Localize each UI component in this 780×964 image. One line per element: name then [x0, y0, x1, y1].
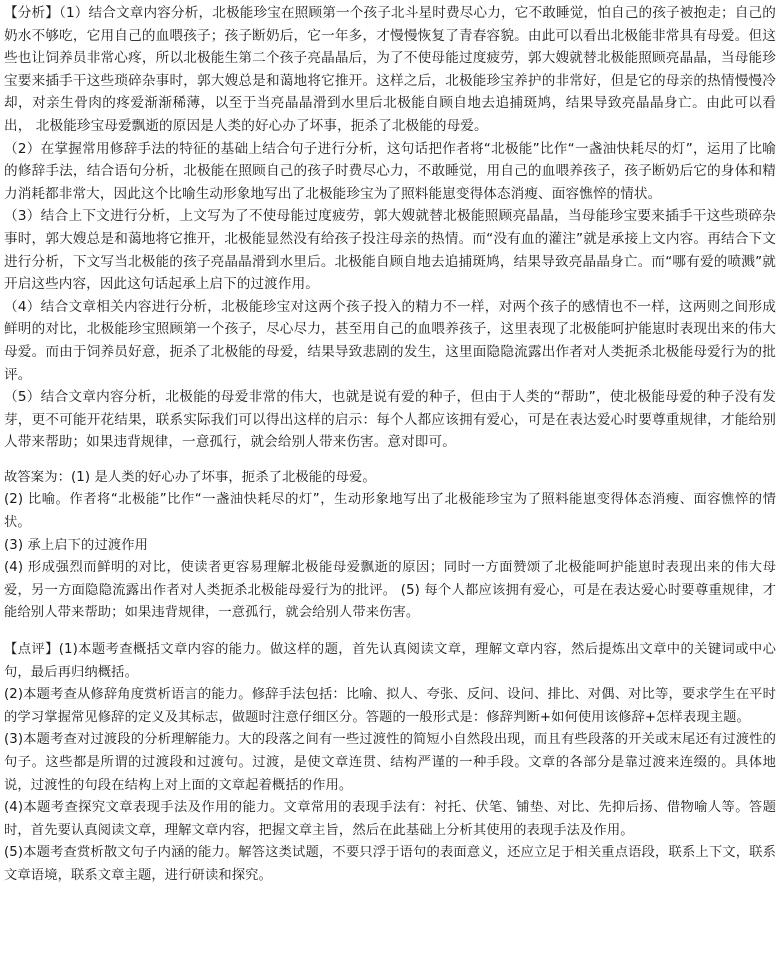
comment-paragraph-4: (4)本题考查探究文章表现手法及作用的能力。文章常用的表现手法有：衬托、伏笔、铺垫、对比、先抑后扬、借物喻人等。答题时，首先要认真阅读文章，理解文章内容，把握文章主旨，然后在此基础上分析其使用的表现手法及作用。: [4, 800, 776, 838]
comment-paragraph-2: (2)本题考查从修辞角度赏析语言的能力。修辞手法包括：比喻、拟人、夸张、反问、设问、排比、对偶、对比等，要求学生在平时的学习掌握常见修辞的定义及其标志，做题时注意仔细区分。答题的一般形式是：修辞判断+如何使用该修辞+怎样表现主题。: [4, 687, 776, 725]
answer-paragraph-2: (2) 比喻。作者将“北极能”比作“一盏油快耗尽的灯”，生动形象地写出了北极能珍宝为了照料能崽变得体态消瘦、面容憔悴的情状。: [4, 492, 776, 531]
answer-paragraph-1: 故答案为：(1) 是人类的好心办了坏事，扼杀了北极能的母爱。: [4, 469, 376, 485]
analysis-paragraph-2: （2）在掌握常用修辞手法的特征的基础上结合句子进行分析，这句话把作者将“北极能”比作“一盏油快耗尽的灯”，运用了比喻的修辞手法，结合语句分析，北极能在照顾自己的孩子时费尽心力，不敢睡觉，用自己的血喂养孩子，孩子断奶后它的身体和精力消耗都非常大，因此这个比喻生动形象地写出了北极能珍宝为了照料能崽变得体态消瘦、面容憔悴的情状。: [4, 140, 776, 202]
comment-paragraph-5: (5)本题考查赏析散文句子内涵的能力。解答这类试题，不要只浮于语句的表面意义，还应立足于相关重点语段，联系上下文，联系文章语境，联系文章主题，进行研读和探究。: [4, 845, 776, 883]
analysis-section: [4, 2, 776, 454]
comment-section: [4, 639, 776, 888]
comment-paragraph-1: 【点评】(1)本题考查概括文章内容的能力。做这样的题，首先认真阅读文章，理解文章内容，然后提炼出文章中的关键词或中心句，最后再归纳概括。: [4, 642, 776, 680]
answer-section: [4, 467, 776, 625]
analysis-paragraph-4: （4）结合文章相关内容进行分析，北极能珍宝对这两个孩子投入的精力不一样，对两个孩子的感情也不一样，这两则之间形成鲜明的对比，北极能珍宝照顾第一个孩子，尽心尽力，甚至用自己的血喂养孩子，这里表现了北极能呵护能崽时表现出来的伟大母爱。而由于饲养员好意，扼杀了北极能的母爱，结果导致悲剧的发生，这里面隐隐流露出作者对人类扼杀北极能母爱行为的批评。: [4, 298, 776, 383]
answer-paragraph-3: (3) 承上启下的过渡作用: [4, 537, 149, 553]
analysis-paragraph-3: （3）结合上下文进行分析，上文写为了不使母能过度疲劳，郭大嫂就替北极能照顾亮晶晶，当母能珍宝要来插手干这些琐碎杂事时，郭大嫂总是和蔼地将它推开，北极能显然没有给孩子投注母亲的热情。而“没有血的灌注”就是承接上文内容。再结合下文进行分析，下文写当北极能的孩子亮晶晶滑到水里后。北极能自顾自地去追捕斑鸠，结果导致亮晶晶身亡。而“哪有爱的喷溅”就开启这些内容，因此这句话起承上启下的过渡作用。: [4, 208, 776, 293]
answer-paragraph-4: (4) 形成强烈而鲜明的对比，使读者更容易理解北极能母爱飘逝的原因；同时一方面赞颂了北极能呵护能崽时表现出来的伟大母爱，另一方面隐隐流露出作者对人类扼杀北极能母爱行为的批评。 (5) 每个人都应该拥有爱心，可是在表达爱心时要尊重规律，才能给别人带来帮助；如果违背规律，一意孤行，就会给别人带来伤害。: [4, 560, 776, 621]
comment-paragraph-3: (3)本题考查对过渡段的分析理解能力。大的段落之间有一些过渡性的简短小自然段出现，而且有些段落的开关或末尾还有过渡性的句子。这些都是所谓的过渡段和过渡句。过渡，是使文章连贯、结构严谨的一种手段。文章的各部分是靠过渡来连缀的。具体地说，过渡性的句段在结构上对上面的文章起着概括的作用。: [4, 732, 776, 793]
analysis-paragraph-1: 【分析】（1）结合文章内容分析，北极能珍宝在照顾第一个孩子北斗星时费尽心力，它不敢睡觉，怕自己的孩子被抱走；自己的奶水不够吃，它用自己的血喂孩子；孩子断奶后，它一年多，才慢慢恢复了青春容貌。由此可以看出北极能非常具有母爱。但这些也让饲养员非常心疼，所以北极能生第二个孩子亮晶晶后，为了不使母能过度疲劳，郭大嫂就替北极能照顾亮晶晶，当母能珍宝要来插手干这些琐碎杂事时，郭大嫂总是和蔼地将它推开。这样之后，北极能珍宝养护的非常好，但是它的母亲的热情慢慢冷却，对亲生骨肉的疼爱渐渐稀薄，以至于当亮晶晶滑到水里后北极能自顾自地去追捕斑鸠，结果导致亮晶晶身亡。由此可以看出， 北极能珍宝母爱飘逝的原因是人类的好心办了坏事，扼杀了北极能的母爱。: [4, 5, 776, 134]
analysis-paragraph-5: （5）结合文章内容分析，北极能的母爱非常的伟大，也就是说有爱的种子，但由于人类的“帮助”，使北极能母爱的种子没有发芽，更不可能开花结果，联系实际我们可以得出这样的启示：每个人都应该拥有爱心，可是在表达爱心时要尊重规律，才能给别人带来帮助；如果违背规律，一意孤行，就会给别人带来伤害。意对即可。: [4, 389, 776, 451]
